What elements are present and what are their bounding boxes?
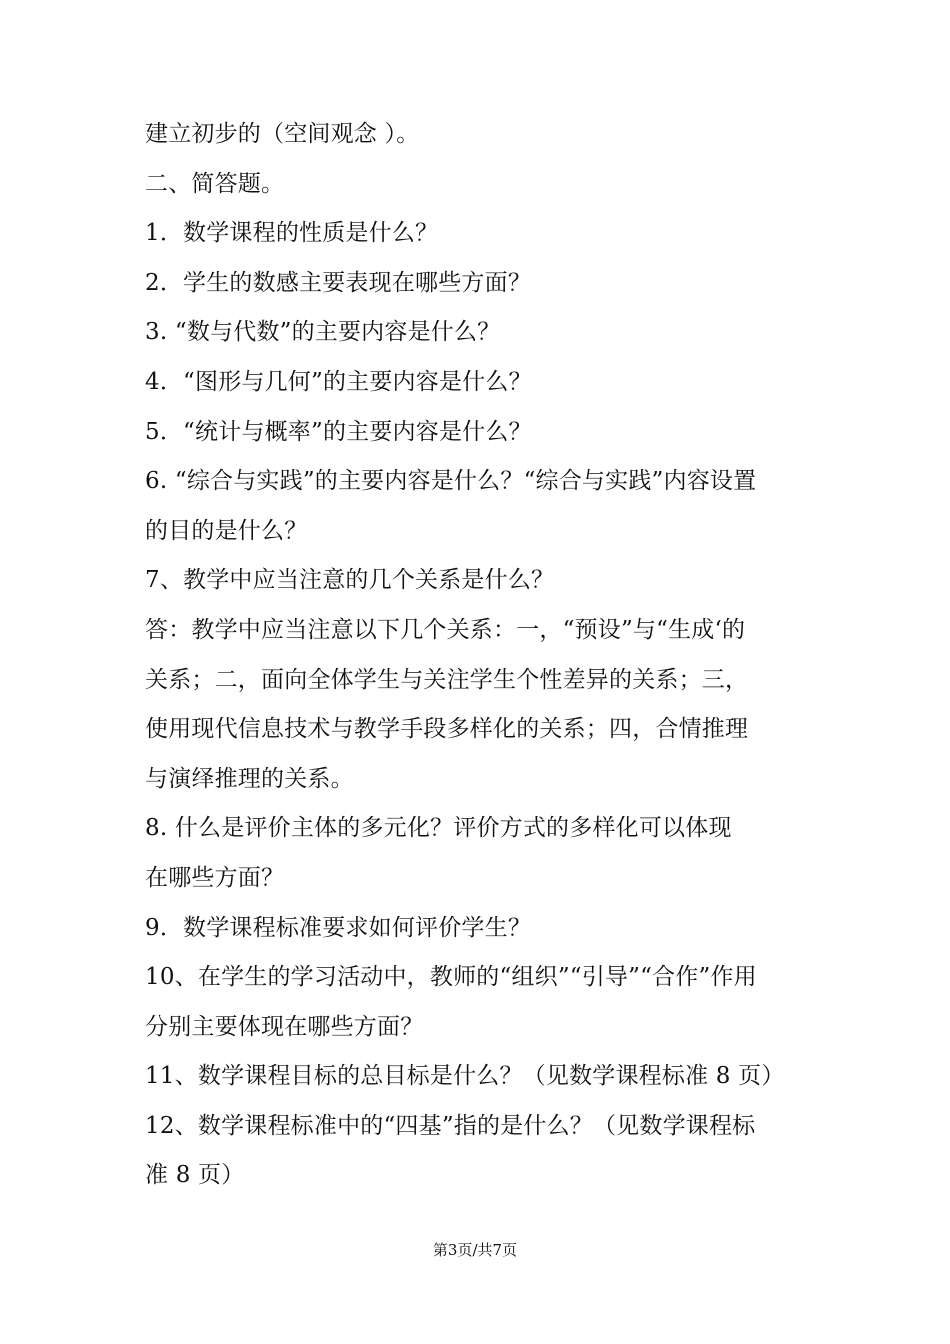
question-4: 4．“图形与几何”的主要内容是什么？ (145, 368, 532, 395)
question-8: 8. 什么是评价主体的多元化？评价方式的多样化可以体现 (145, 815, 732, 842)
question-10-cont: 分别主要体现在哪些方面？ (145, 1013, 424, 1040)
question-7: 7、教学中应当注意的几个关系是什么？ (145, 567, 555, 594)
answer-7-cont: 关系；二，面向全体学生与关注学生个性差异的关系；三， (145, 666, 749, 693)
question-1: 1．数学课程的性质是什么？ (145, 220, 439, 247)
question-10: 10、在学生的学习活动中，教师的“组织”“引导”“合作”作用 (145, 964, 757, 991)
question-8-cont: 在哪些方面？ (145, 864, 285, 891)
question-3: 3. “数与代数”的主要内容是什么？ (145, 319, 501, 346)
question-6: 6. “综合与实践”的主要内容是什么？“综合与实践”内容设置 (145, 468, 757, 495)
question-12-cont: 准 8 页） (145, 1162, 245, 1189)
question-9: 9．数学课程标准要求如何评价学生？ (145, 914, 532, 941)
text-line: 建立初步的（空间观念 ）。 (145, 121, 420, 147)
question-11: 11、数学课程目标的总目标是什么？（见数学课程标准 8 页） (145, 1063, 785, 1090)
question-12: 12、数学课程标准中的“四基”指的是什么？（见数学课程标 (145, 1112, 756, 1139)
question-5: 5．“统计与概率”的主要内容是什么？ (145, 418, 532, 445)
question-2: 2．学生的数感主要表现在哪些方面？ (145, 269, 532, 296)
answer-7-cont: 与演绎推理的关系。 (145, 765, 354, 792)
document-body (145, 110, 825, 1201)
answer-7: 答：教学中应当注意以下几个关系：一，“预设”与“生成‘的 (145, 616, 746, 643)
answer-7-cont: 使用现代信息技术与教学手段多样化的关系；四，合情推理 (145, 716, 749, 743)
page-number: 第3页/共7页 (432, 1241, 518, 1259)
question-6-cont: 的目的是什么？ (145, 517, 308, 544)
section-heading: 二、简答题。 (145, 170, 285, 197)
